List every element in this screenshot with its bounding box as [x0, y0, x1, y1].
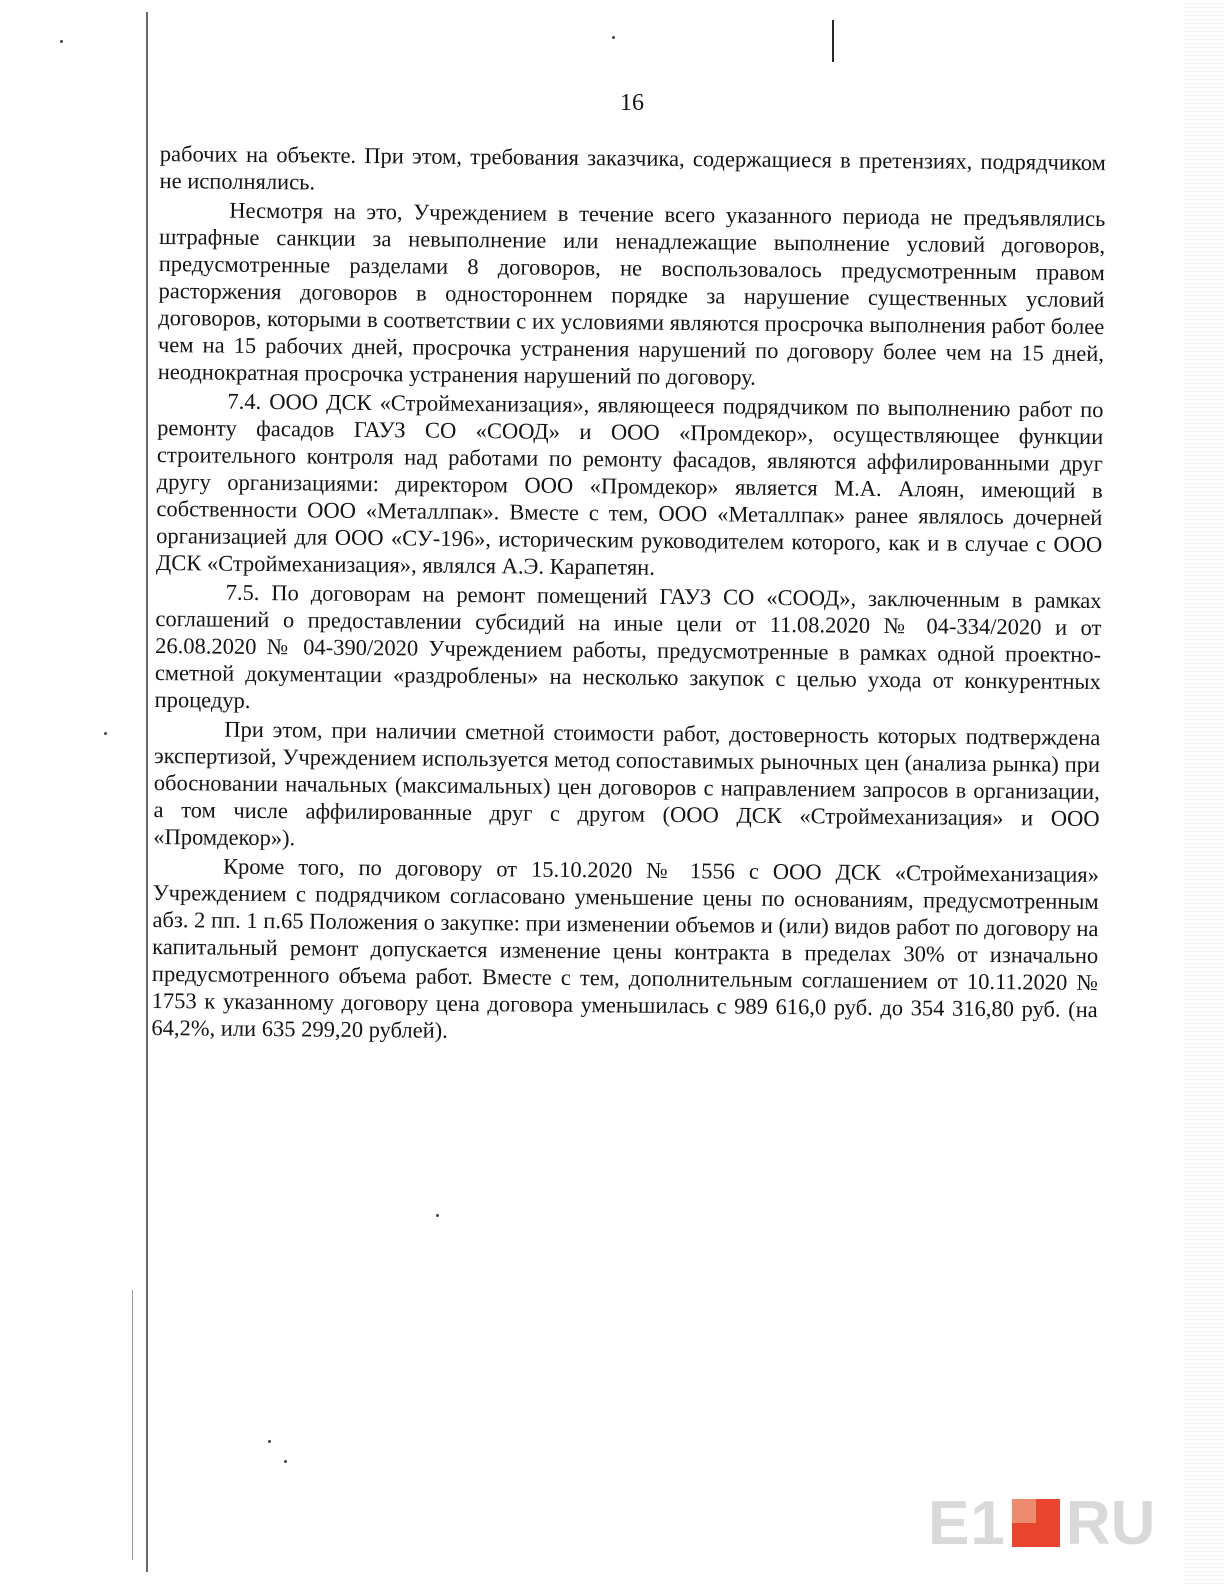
- scan-speck: [60, 40, 63, 43]
- paragraph: Несмотря на это, Учреждением в течение всего указанного периода не предъявлялись штрафные санкции за невыполнение или ненадлежащие выполнение условий договоров, предусмотренные разделами 8 договоров, не воспользовалось предусмотренным правом расторжения договоров в одностороннем порядке за нарушение существенных условий договоров, которыми в соответствии с их условиями являются просрочка выполнения работ более чем на 15 рабочих дней, просрочка устранения нарушений по договору более чем на 15 дней, неоднократная просрочка устранения нарушений по договору.: [157, 197, 1106, 390]
- paragraph: При этом, при наличии сметной стоимости работ, достоверность которых подтверждена экспертизой, Учреждением используется метод сопоставимых рыночных цен (анализа рынка) при обосновании начальных (максимальных) цен договоров с направлением запросов в организации, а том числе аффилированные друг с другом (ООО ДСК «Строймеханизация» и ООО «Промдекор»).: [153, 716, 1101, 851]
- scan-mark: [832, 20, 834, 62]
- watermark-left-text: E1: [928, 1488, 1006, 1558]
- paragraph: рабочих на объекте. При этом, требования заказчика, содержащиеся в претензиях, подрядчиком не исполнялись.: [159, 140, 1106, 195]
- scan-speck: [284, 1460, 287, 1463]
- document-body: [151, 140, 1106, 1052]
- scan-speck: [104, 732, 107, 735]
- watermark-square-icon: [1012, 1499, 1060, 1547]
- scan-margin-line-secondary: [132, 1290, 133, 1560]
- scan-edge-noise: [1184, 0, 1224, 1584]
- scan-speck: [612, 36, 615, 39]
- watermark-right-text: RU: [1065, 1488, 1156, 1558]
- scan-speck: [268, 1440, 271, 1443]
- scan-speck: [436, 1214, 439, 1217]
- page-number: 16: [620, 90, 644, 116]
- scan-margin-line: [146, 12, 148, 1572]
- paragraph: 7.4. ООО ДСК «Строймеханизация», являющееся подрядчиком по выполнению работ по ремонту фасадов ГАУЗ СО «СООД» и ООО «Промдекор», осуществляющее функции строительного контроля над работами по ремонту фасадов, являются аффилированными друг другу организациями: директором ООО «Промдекор» является М.А. Алоян, имеющий в собственности ООО «Металлпак». Вместе с тем, ООО «Металлпак» ранее являлось дочерней организацией для ООО «СУ-196», историческим руководителем которого, как и в случае с ООО ДСК «Строймеханизация», являлся А.Э. Карапетян.: [155, 388, 1104, 580]
- e1-watermark-logo: [928, 1488, 1188, 1558]
- paragraph: Кроме того, по договору от 15.10.2020 № 1556 с ООО ДСК «Строймеханизация» Учреждением с подрядчиком согласовано уменьшение цены по основаниям, предусмотренным абз. 2 пп. 1 п.65 Положения о закупке: при изменении объемов и (или) видов работ по договору на капитальный ремонт допускается изменение цены контракта в пределах 30% от изначально предусмотренного объема работ. Вместе с тем, дополнительным соглашением от 10.11.2020 № 1753 к указанному договору цена договора уменьшилась с 989 616,0 руб. до 354 316,80 руб. (на 64,2%, или 635 299,20 рублей).: [151, 853, 1100, 1043]
- paragraph: 7.5. По договорам на ремонт помещений ГАУЗ СО «СООД», заключенным в рамках соглашений о предоставлении субсидий на иные цели от 11.08.2020 № 04-334/2020 и от 26.08.2020 № 04-390/2020 Учреждением работы, предусмотренные в рамках одной проектно-сметной документации «раздроблены» на несколько закупок с целью ухода от конкурентных процедур.: [154, 579, 1102, 713]
